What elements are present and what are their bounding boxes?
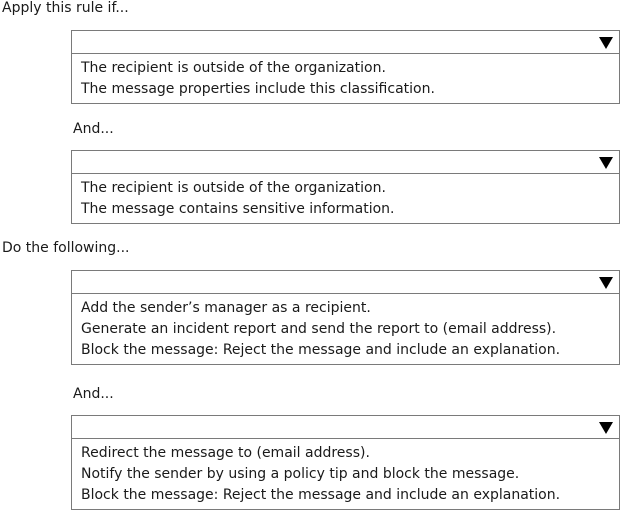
condition-1-select[interactable] <box>71 30 620 54</box>
triangle-down-icon[interactable] <box>599 157 613 169</box>
action-2-options <box>71 439 620 510</box>
action-1-option[interactable]: Add the sender’s manager as a recipient. <box>81 300 371 316</box>
action-2-option[interactable]: Redirect the message to (email address). <box>81 445 370 461</box>
condition-1-option[interactable]: The message properties include this classification. <box>81 81 435 97</box>
do-following-heading: Do the following... <box>2 240 130 256</box>
action-2-select[interactable] <box>71 415 620 439</box>
action-2-dropdown[interactable] <box>71 415 620 510</box>
triangle-down-icon[interactable] <box>599 422 613 434</box>
action-2-option[interactable]: Block the message: Reject the message and include an explanation. <box>81 487 561 503</box>
condition-2-option[interactable]: The message contains sensitive information. <box>81 201 395 217</box>
and-label-actions: And... <box>73 386 114 402</box>
condition-2-dropdown[interactable] <box>71 150 620 224</box>
apply-rule-heading: Apply this rule if... <box>2 0 129 16</box>
condition-2-option[interactable]: The recipient is outside of the organization. <box>81 180 386 196</box>
action-1-options <box>71 294 620 365</box>
and-label-conditions: And... <box>73 121 114 137</box>
condition-1-option[interactable]: The recipient is outside of the organization. <box>81 60 386 76</box>
action-1-dropdown[interactable] <box>71 270 620 365</box>
triangle-down-icon[interactable] <box>599 277 613 289</box>
condition-2-options <box>71 174 620 224</box>
action-1-select[interactable] <box>71 270 620 294</box>
action-1-option[interactable]: Block the message: Reject the message and include an explanation. <box>81 342 561 358</box>
condition-2-select[interactable] <box>71 150 620 174</box>
action-2-option[interactable]: Notify the sender by using a policy tip and block the message. <box>81 466 520 482</box>
condition-1-dropdown[interactable] <box>71 30 620 104</box>
action-1-option[interactable]: Generate an incident report and send the report to (email address). <box>81 321 557 337</box>
triangle-down-icon[interactable] <box>599 37 613 49</box>
condition-1-options <box>71 54 620 104</box>
